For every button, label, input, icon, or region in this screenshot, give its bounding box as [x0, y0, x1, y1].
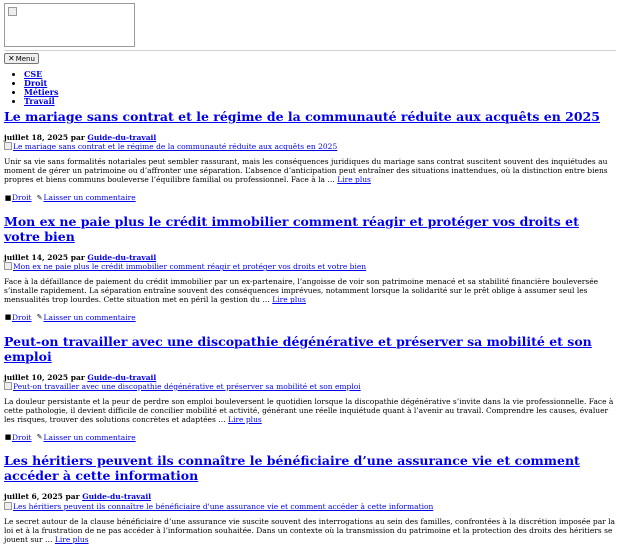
post-date: juillet 14, 2025 [4, 252, 69, 262]
folder-icon: ■ [4, 433, 12, 442]
post-meta [4, 492, 616, 501]
post-article [4, 334, 616, 443]
post-excerpt-text: Face à la défaillance de paiement du crédit immobilier par un ex-partenaire, l’angoisse de voir son patrimoine menacé et sa stabilité financière bouleversée s’installe rapidement. La séparation entraîne souvent des conséquences imprévues, notamment lorsque la solidarité sur le prêt oblige à assumer seul les mensualités trop lourdes. Cette situation met en péril la gestion du … [4, 277, 599, 305]
nav-link-metiers[interactable]: Métiers [24, 87, 59, 97]
post-excerpt [4, 157, 616, 184]
post-date: juillet 10, 2025 [4, 372, 69, 382]
post-excerpt-text: La douleur persistante et la peur de perdre son emploi bouleversent le quotidien lorsque la discopathie dégénérative s’invite dans la vie professionnelle. Face à cette pathologie, il devient difficile de concilier mobilité et activité, générant une réelle inquiétude quant à l’avenir au travail. Comprendre les causes, évaluer les risques, trouver des solutions concrètes et adaptées … [4, 396, 614, 424]
post-thumbnail-link[interactable] [4, 262, 616, 271]
broken-image-icon [4, 262, 12, 270]
post-by: par [70, 372, 85, 382]
nav-link-cse[interactable]: CSE [24, 69, 43, 79]
post-footer [4, 313, 616, 322]
nav-item-travail [24, 97, 616, 106]
nav-item-droit [24, 79, 616, 88]
site-logo[interactable] [4, 3, 135, 47]
post-title [4, 453, 616, 483]
post-excerpt [4, 397, 616, 424]
post-category-link[interactable]: Droit [12, 432, 32, 442]
post-footer [4, 433, 616, 442]
post-excerpt-text: Le secret autour de la clause bénéficiaire d’une assurance vie suscite souvent des interrogations au sein des familles, confrontées à la discrétion imposée par la loi et à la frustration de ne pas accéder à l’information souhaitée. Dans un contexte où la transmission du patrimoine et la protection des droits des héritiers se jouent sur … [4, 516, 616, 544]
read-more-link[interactable]: Lire plus [54, 534, 89, 544]
post-article [4, 109, 616, 203]
post-date: juillet 6, 2025 [4, 492, 63, 502]
post-thumbnail-alt: Les héritiers peuvent ils connaître le bénéficiaire d'une assurance vie et comment accéder à cette information [13, 501, 434, 511]
read-more-link[interactable]: Lire plus [272, 295, 306, 305]
post-thumbnail-link[interactable] [4, 382, 616, 391]
post-title-link[interactable]: Les héritiers peuvent ils connaître le bénéficiaire d’une assurance vie et comment accéder à cette information [4, 453, 580, 484]
comment-icon: ✎ [36, 313, 43, 322]
broken-image-icon [4, 382, 12, 390]
post-meta [4, 253, 616, 262]
post-category-link[interactable]: Droit [12, 193, 32, 203]
post-title-link[interactable]: Mon ex ne paie plus le crédit immobilier comment réagir et protéger vos droits et votre bien [4, 213, 579, 244]
leave-comment-link[interactable]: Laisser un commentaire [43, 313, 136, 323]
main-navigation [4, 70, 616, 106]
post-by: par [70, 252, 85, 262]
read-more-link[interactable]: Lire plus [228, 414, 262, 424]
leave-comment-link[interactable]: Laisser un commentaire [43, 432, 136, 442]
broken-image-icon [4, 502, 12, 510]
post-thumbnail-alt: Le mariage sans contrat et le régime de la communauté réduite aux acquêts en 2025 [13, 142, 338, 152]
menu-toggle-button[interactable] [4, 53, 39, 64]
post-date: juillet 18, 2025 [4, 133, 69, 142]
menu-button-label: Menu [15, 54, 35, 63]
folder-icon: ■ [4, 313, 12, 322]
broken-image-icon [8, 7, 17, 16]
post-author-link[interactable]: Guide-du-travail [87, 252, 157, 262]
post-meta [4, 133, 616, 142]
post-title [4, 214, 616, 244]
post-excerpt-text: Unir sa vie sans formalités notariales peut sembler rassurant, mais les conséquences juridiques du mariage sans contrat suscitent souvent des inquiétudes au moment de gérer un patrimoine ou d’affronter une séparation. L’absence d’anticipation peut entraîner des situations inattendues, où la distinction entre biens propres et biens communs bouleverse l’équilibre familial ou professionnel. Face à la … [4, 157, 608, 185]
leave-comment-link[interactable]: Laisser un commentaire [43, 193, 136, 203]
post-author-link[interactable]: Guide-du-travail [87, 133, 157, 142]
post-title-link[interactable]: Le mariage sans contrat et le régime de la communauté réduite aux acquêts en 2025 [4, 109, 600, 124]
folder-icon: ■ [4, 193, 12, 202]
broken-image-icon [4, 142, 12, 150]
close-icon: ✕ [8, 53, 15, 63]
comment-icon: ✎ [36, 193, 43, 202]
post-thumbnail-alt: Peut-on travailler avec une discopathie dégénérative et préserver sa mobilité et son emploi [13, 381, 361, 391]
read-more-link[interactable]: Lire plus [337, 175, 371, 185]
post-excerpt [4, 517, 616, 544]
post-meta [4, 373, 616, 382]
post-by: par [65, 492, 80, 502]
post-author-link[interactable]: Guide-du-travail [82, 492, 152, 502]
header-divider [4, 50, 616, 51]
nav-item-metiers [24, 88, 616, 97]
post-article [4, 214, 616, 323]
post-thumbnail-link[interactable] [4, 502, 616, 511]
post-title [4, 334, 616, 364]
post-excerpt [4, 277, 616, 304]
post-title [4, 109, 616, 124]
post-by: par [70, 133, 85, 142]
post-title-link[interactable]: Peut-on travailler avec une discopathie dégénérative et préserver sa mobilité et son emploi [4, 333, 592, 364]
post-author-link[interactable]: Guide-du-travail [87, 372, 157, 382]
post-footer [4, 193, 616, 202]
post-thumbnail-link[interactable] [4, 142, 616, 151]
comment-icon: ✎ [36, 433, 43, 442]
post-category-link[interactable]: Droit [12, 313, 32, 323]
nav-item-cse [24, 70, 616, 79]
post-article [4, 453, 616, 543]
post-thumbnail-alt: Mon ex ne paie plus le crédit immobilier comment réagir et protéger vos droits et votre bien [13, 262, 367, 272]
nav-link-travail[interactable]: Travail [24, 96, 55, 106]
nav-link-droit[interactable]: Droit [24, 78, 48, 88]
